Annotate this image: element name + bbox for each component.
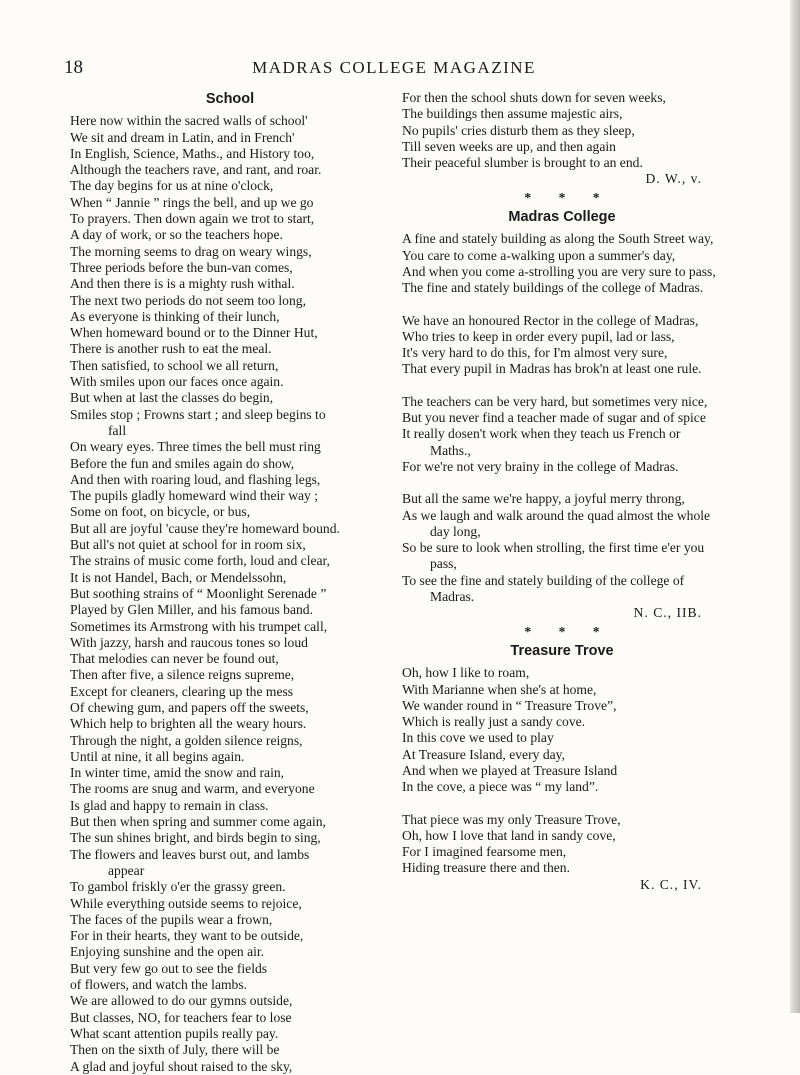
poem-line: Here now within the sacred walls of school' xyxy=(70,113,308,129)
poem-line: Some on foot, on bicycle, or bus, xyxy=(70,504,251,520)
poem-line: When homeward bound or to the Dinner Hut, xyxy=(70,325,318,341)
poem-line: In this cove we used to play xyxy=(402,730,554,746)
poem-line: In winter time, amid the snow and rain, xyxy=(70,765,285,781)
poem-line: The fine and stately buildings of the college of Madras. xyxy=(402,280,704,296)
poem-line: Till seven weeks are up, and then again xyxy=(402,138,616,154)
poem-line: of flowers, and watch the lambs. xyxy=(70,977,248,993)
poem-line: Enjoying sunshine and the open air. xyxy=(70,944,265,960)
poem-line: At Treasure Island, every day, xyxy=(402,746,565,762)
poem-line: But all the same we're happy, a joyful merry throng, xyxy=(402,491,685,507)
poem-line: And then with roaring loud, and flashing legs, xyxy=(70,471,321,487)
poem-line: With Marianne when she's at home, xyxy=(402,681,597,697)
poem-line: Their peaceful slumber is brought to an end. xyxy=(402,155,643,171)
poem-line: For then the school shuts down for seven weeks, xyxy=(402,90,666,105)
poem-line: When “ Jannie ” rings the bell, and up we go xyxy=(70,194,314,210)
poem-line: We wander round in “ Treasure Trove”, xyxy=(402,697,617,713)
poem-line: Which is really just a sandy cove. xyxy=(402,714,586,730)
poem-line: The pupils gladly homeward wind their way ; xyxy=(70,488,319,504)
stanza-gap xyxy=(402,297,722,313)
stanza xyxy=(402,231,722,296)
page-edge xyxy=(790,0,800,1013)
poem-line: A glad and joyful shout raised to the sky, xyxy=(70,1058,293,1074)
poem-line: The day begins for us at nine o'clock, xyxy=(70,178,274,194)
poem-line: Then satisfied, to school we all return, xyxy=(70,357,279,373)
poem-line: The morning seems to drag on weary wings, xyxy=(70,243,312,259)
poem-line: appear xyxy=(108,862,145,878)
poem-line: For I imagined fearsome men, xyxy=(402,844,567,860)
poem-line: But then when spring and summer come again, xyxy=(70,814,326,830)
poem-line: That melodies can never be found out, xyxy=(70,651,279,667)
school-poem-continuation xyxy=(402,90,722,171)
school-poem-body xyxy=(70,113,390,1075)
poem-line: As we laugh and walk around the quad almost the whole day long, xyxy=(402,507,711,539)
separator-stars: * * * xyxy=(524,623,600,639)
poem-title-madras-college: Madras College xyxy=(508,209,616,226)
stanza-gap xyxy=(402,378,722,394)
stanza xyxy=(402,313,722,378)
poem-line: That piece was my only Treasure Trove, xyxy=(402,811,621,827)
poem-line: Three periods before the bun-van comes, xyxy=(70,259,293,275)
left-column xyxy=(70,90,390,1075)
poem-line: But soothing strains of “ Moonlight Serenade ” xyxy=(70,585,327,601)
poem-line: There is another rush to eat the meal. xyxy=(70,341,272,357)
madras-poem-body xyxy=(402,231,722,605)
poem-line: Which help to brighten all the weary hours. xyxy=(70,716,307,732)
poem-line: Oh, how I love that land in sandy cove, xyxy=(402,827,616,843)
poem-line: In English, Science, Maths., and History too, xyxy=(70,145,315,161)
poem-line: To prayers. Then down again we trot to start, xyxy=(70,211,315,227)
poem-line: To see the fine and stately building of the college of Madras. xyxy=(402,572,685,605)
poem-line: With smiles upon our faces once again. xyxy=(70,374,284,390)
page-header xyxy=(64,57,724,79)
separator-stars: * * * xyxy=(524,189,600,205)
poem-line: fall xyxy=(108,422,127,438)
poem-line: It really dosen't work when they teach us French or Maths., xyxy=(402,426,681,458)
poem-line: It is not Handel, Bach, or Mendelssohn, xyxy=(70,569,287,585)
poem-line: The next two periods do not seem too long, xyxy=(70,292,306,308)
poem-line: For in their hearts, they want to be outside, xyxy=(70,928,304,944)
poem-line: Hiding treasure there and then. xyxy=(402,860,570,876)
poem-line: But you never find a teacher made of sugar and of spice xyxy=(402,410,706,426)
stanza xyxy=(402,491,722,605)
poem-line: But very few go out to see the fields xyxy=(70,960,268,976)
poem-line: And when you come a-strolling you are very sure to pass, xyxy=(402,263,716,279)
poem-line: The strains of music come forth, loud and clear, xyxy=(70,553,330,569)
poem-line: Until at nine, it all begins again. xyxy=(70,748,245,764)
poem-line: In the cove, a piece was “ my land”. xyxy=(402,779,599,795)
poem-line: With jazzy, harsh and raucous tones so loud xyxy=(70,634,308,650)
poem-line: For we're not very brainy in the college of Madras. xyxy=(402,458,679,474)
poem-line: We sit and dream in Latin, and in French' xyxy=(70,129,295,145)
poem-line: It's very hard to do this, for I'm almost very sure, xyxy=(402,345,668,361)
stanza xyxy=(402,394,722,475)
poem-line: But when at last the classes do begin, xyxy=(70,390,274,406)
treasure-poem-body xyxy=(402,665,722,877)
poem-line: Through the night, a golden silence reigns, xyxy=(70,732,303,748)
right-column xyxy=(402,90,722,893)
poem-line: The sun shines bright, and birds begin to sing, xyxy=(70,830,321,846)
poem-title-treasure-trove: Treasure Trove xyxy=(510,642,614,659)
poem-line: On weary eyes. Three times the bell must ring xyxy=(70,439,321,455)
poem-line: Is glad and happy to remain in class. xyxy=(70,797,269,813)
poem-line: That every pupil in Madras has brok'n at least one rule. xyxy=(402,361,702,377)
poem-title-school: School xyxy=(205,91,255,107)
poem-line: But all are joyful 'cause they're homeward bound. xyxy=(70,520,340,536)
poem-line: Who tries to keep in order every pupil, lad or lass, xyxy=(402,328,675,344)
poem-line: Played by Glen Miller, and his famous band. xyxy=(70,602,313,618)
madras-signature: N. C., IIB. xyxy=(633,605,702,621)
poem-line: A day of work, or so the teachers hope. xyxy=(70,227,283,243)
poem-line: Before the fun and smiles again do show, xyxy=(70,455,295,471)
poem-line: And when we played at Treasure Island xyxy=(402,762,618,778)
poem-line: The buildings then assume majestic airs, xyxy=(402,106,623,122)
poem-line: What scant attention pupils really pay. xyxy=(70,1025,279,1041)
poem-line: So be sure to look when strolling, the first time e'er you pass, xyxy=(402,540,705,572)
poem-line: Then after five, a silence reigns supreme, xyxy=(70,667,295,683)
stanza-gap xyxy=(402,796,722,812)
poem-line: Oh, how I like to roam, xyxy=(402,665,530,681)
treasure-signature: K. C., IV. xyxy=(640,876,702,892)
poem-line: We have an honoured Rector in the college of Madras, xyxy=(402,312,699,328)
poem-line: To gambol friskly o'er the grassy green. xyxy=(70,879,286,895)
poem-line: Of chewing gum, and papers off the sweets, xyxy=(70,699,309,715)
magazine-title: MADRAS COLLEGE MAGAZINE xyxy=(252,58,536,77)
poem-line: We are allowed to do our gymns outside, xyxy=(70,993,293,1009)
poem-line: While everything outside seems to rejoice, xyxy=(70,895,302,911)
poem-line: Then on the sixth of July, there will be xyxy=(70,1042,280,1058)
poem-line: But all's not quiet at school for in room six, xyxy=(70,537,306,553)
stanza-gap xyxy=(402,475,722,491)
poem-line: And then there is is a mighty rush withal. xyxy=(70,276,295,292)
poem-line: The rooms are snug and warm, and everyone xyxy=(70,781,315,797)
poem-line: But classes, NO, for teachers fear to lose xyxy=(70,1009,292,1025)
stanza xyxy=(402,665,722,795)
poem-line: The faces of the pupils wear a frown, xyxy=(70,911,273,927)
school-signature: D. W., v. xyxy=(645,171,702,187)
poem-line: You care to come a-walking upon a summer's day, xyxy=(402,247,676,263)
poem-line: Although the teachers rave, and rant, and roar. xyxy=(70,162,322,178)
poem-line: A fine and stately building as along the South Street way, xyxy=(402,231,714,247)
poem-line: Sometimes its Armstrong with his trumpet call, xyxy=(70,618,328,634)
poem-line: The flowers and leaves burst out, and lambs xyxy=(70,846,310,862)
stanza xyxy=(402,812,722,877)
poem-line: No pupils' cries disturb them as they sleep, xyxy=(402,122,635,138)
poem-line: The teachers can be very hard, but sometimes very nice, xyxy=(402,393,708,409)
poem-line: Except for cleaners, clearing up the mess xyxy=(70,683,294,699)
poem-line: Smiles stop ; Frowns start ; and sleep begins to xyxy=(70,406,326,422)
page-number: 18 xyxy=(64,57,83,78)
poem-line: As everyone is thinking of their lunch, xyxy=(70,308,280,324)
